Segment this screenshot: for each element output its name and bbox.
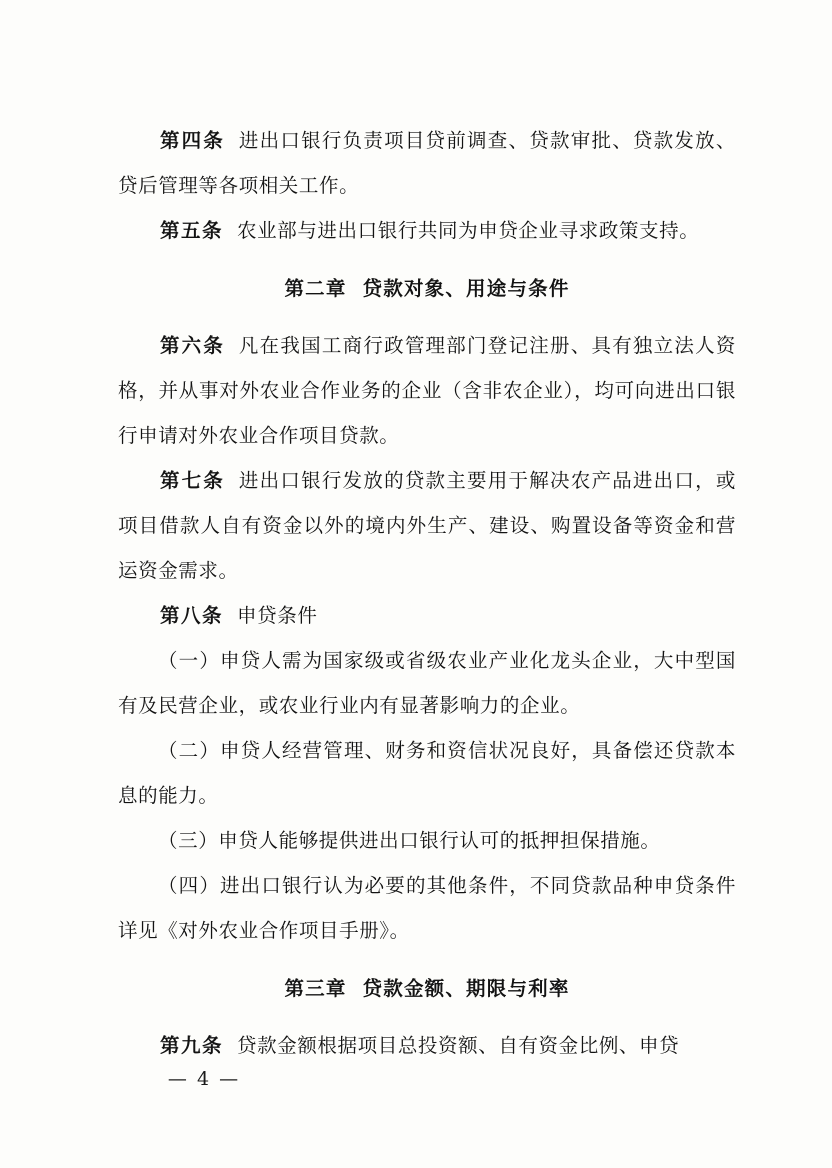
list-item-1 xyxy=(118,638,736,728)
list-item-text: （一）申贷人需为国家级或省级农业产业化龙头企业，大中型国有及民营企业，或农业行业内有显著影响力的企业。 xyxy=(118,649,736,717)
chapter-title: 贷款对象、用途与条件 xyxy=(362,277,570,300)
document-body xyxy=(118,118,736,1068)
list-item-3 xyxy=(118,818,736,863)
paragraph-article-7 xyxy=(118,458,736,593)
article-text: 农业部与进出口银行共同为申贷企业寻求政策支持。 xyxy=(237,219,700,242)
article-text: 申贷条件 xyxy=(237,604,318,627)
list-item-2 xyxy=(118,728,736,818)
paragraph-article-5 xyxy=(118,208,736,253)
article-label: 第八条 xyxy=(160,604,224,627)
list-item-text: （三）申贷人能够提供进出口银行认可的抵押担保措施。 xyxy=(158,829,661,852)
article-label: 第五条 xyxy=(160,219,224,242)
article-text: 进出口银行负责项目贷前调查、贷款审批、贷款发放、贷后管理等各项相关工作。 xyxy=(118,129,736,197)
page-number xyxy=(0,1068,832,1090)
list-item-4 xyxy=(118,863,736,953)
paragraph-article-6 xyxy=(118,323,736,458)
paragraph-article-8 xyxy=(118,593,736,638)
article-label: 第七条 xyxy=(160,469,225,492)
page-number-text: — 4 — xyxy=(167,1068,241,1090)
article-label: 第四条 xyxy=(160,129,225,152)
article-label: 第九条 xyxy=(160,1034,224,1057)
chapter-label: 第三章 xyxy=(284,977,347,1000)
chapter-label: 第二章 xyxy=(284,277,347,300)
paragraph-article-9 xyxy=(118,1023,736,1068)
article-text: 凡在我国工商行政管理部门登记注册、具有独立法人资格，并从事对外农业合作业务的企业（含非农企业），均可向进出口银行申请对外农业合作项目贷款。 xyxy=(118,334,736,447)
list-item-text: （四）进出口银行认为必要的其他条件，不同贷款品种申贷条件详见《对外农业合作项目手册》。 xyxy=(118,874,736,942)
list-item-text: （二）申贷人经营管理、财务和资信状况良好，具备偿还贷款本息的能力。 xyxy=(118,739,736,807)
article-text: 贷款金额根据项目总投资额、自有资金比例、申贷 xyxy=(237,1034,680,1057)
article-label: 第六条 xyxy=(160,334,225,357)
paragraph-article-4 xyxy=(118,118,736,208)
chapter-heading-2 xyxy=(118,267,736,311)
chapter-title: 贷款金额、期限与利率 xyxy=(362,977,570,1000)
article-text: 进出口银行发放的贷款主要用于解决农产品进出口，或项目借款人自有资金以外的境内外生产、建设、购置设备等资金和营运资金需求。 xyxy=(118,469,736,582)
chapter-heading-3 xyxy=(118,967,736,1011)
